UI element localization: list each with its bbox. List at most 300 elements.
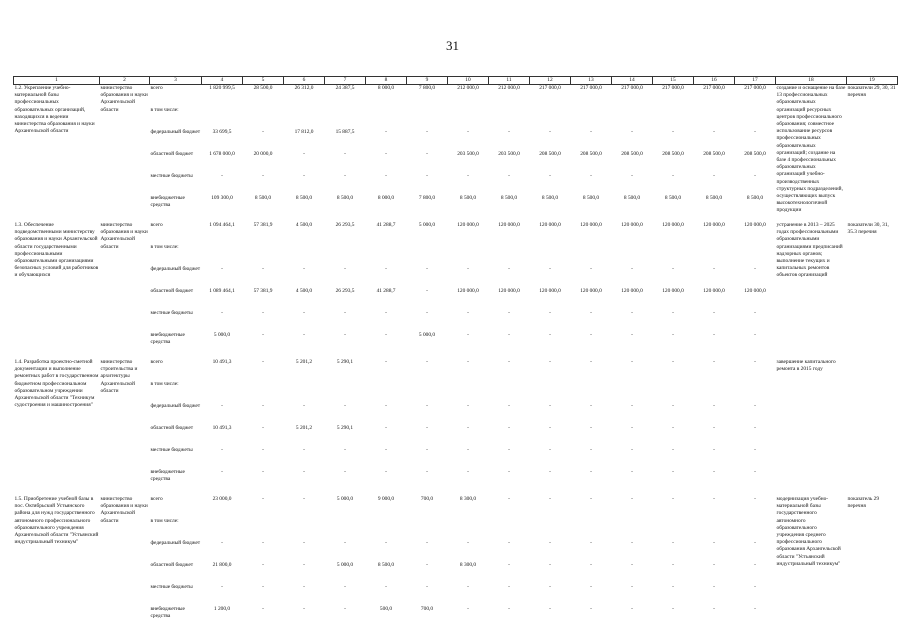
value-cell — [284, 381, 325, 403]
value-cell: 26 312,0 — [294, 85, 314, 91]
value-cell: 120 000,0 — [621, 288, 643, 294]
value-cell: - — [590, 266, 592, 272]
source-label: областной бюджет — [150, 425, 194, 431]
column-header: 6 — [284, 77, 325, 85]
value-cell: - — [672, 584, 674, 590]
value-cell: 8 300,0 — [459, 496, 477, 502]
value-cell — [530, 244, 571, 266]
value-cell: 23 000,0 — [212, 496, 232, 502]
value-cell — [407, 244, 448, 266]
row-name: 1.5. Приобретение учебной базы в пос. Октябрьский Устьянского района для нужд государственного автономного профессионального образовательного учреждения Архангельской области "Устьянский индустриальный техникум" — [14, 496, 99, 546]
value-cell: - — [344, 332, 346, 338]
executor: министерство образования и науки Архангельской области — [100, 496, 148, 524]
value-cell: - — [262, 266, 264, 272]
value-cell: - — [508, 359, 510, 365]
value-cell — [243, 381, 284, 403]
value-cell: - — [303, 562, 305, 568]
value-cell — [735, 107, 776, 129]
value-cell: 208 500,0 — [580, 151, 602, 157]
value-cell: - — [590, 425, 592, 431]
value-cell: - — [672, 496, 674, 502]
column-header: 7 — [325, 77, 366, 85]
value-cell: - — [426, 288, 428, 294]
value-cell: - — [631, 359, 633, 365]
value-cell: - — [467, 447, 469, 453]
value-cell: - — [262, 425, 264, 431]
source-label: внебюджетные средства — [150, 606, 185, 620]
value-cell: - — [631, 584, 633, 590]
value-cell: 8 500,0 — [500, 195, 518, 201]
value-cell: - — [549, 584, 551, 590]
value-cell: - — [631, 425, 633, 431]
value-cell: - — [754, 310, 756, 316]
value-cell: - — [221, 173, 223, 179]
value-cell: 10 491,3 — [212, 359, 232, 365]
value-cell — [735, 244, 776, 266]
value-cell: - — [713, 266, 715, 272]
value-cell: - — [590, 584, 592, 590]
value-cell: - — [672, 606, 674, 612]
column-header: 15 — [653, 77, 694, 85]
value-cell: - — [549, 129, 551, 135]
value-cell: 120 000,0 — [744, 288, 766, 294]
value-cell: 500,0 — [379, 606, 393, 612]
value-cell — [571, 244, 612, 266]
value-cell: 212 000,0 — [498, 85, 520, 91]
value-cell: - — [549, 173, 551, 179]
value-cell: 8 500,0 — [664, 195, 682, 201]
value-cell: - — [467, 310, 469, 316]
value-cell: - — [672, 129, 674, 135]
value-cell: - — [508, 129, 510, 135]
value-cell — [325, 381, 366, 403]
value-cell: 8 500,0 — [705, 195, 723, 201]
value-cell — [489, 381, 530, 403]
value-cell: - — [467, 359, 469, 365]
value-cell: - — [426, 151, 428, 157]
value-cell: 33 699,5 — [212, 129, 232, 135]
page-number: 31 — [446, 38, 459, 53]
result-text: создание и оснащение на базе 13 профессиональных образовательных организаций ресурсных центров профессионального образования; совместное использование ресурсов профессиональных образовательных организаций; создание на базе 4 профессиональных образовательных организаций учебно-производственных структурных подразделений, осуществляющих выпуск высокотехнологичной продукции — [776, 85, 846, 214]
value-cell — [489, 244, 530, 266]
indicator-text: показатель 29 перечня — [847, 496, 880, 510]
value-cell — [735, 381, 776, 403]
source-label: всего — [150, 85, 163, 91]
value-cell: - — [221, 310, 223, 316]
value-cell: - — [426, 173, 428, 179]
source-label: федеральный бюджет — [150, 403, 201, 409]
source-label: местные бюджеты — [150, 447, 193, 453]
value-cell: 8 500,0 — [377, 562, 395, 568]
value-cell: 120 000,0 — [580, 222, 602, 228]
value-cell — [202, 244, 243, 266]
value-cell — [489, 107, 530, 129]
value-cell: - — [631, 129, 633, 135]
value-cell: - — [262, 359, 264, 365]
column-header: 3 — [150, 77, 202, 85]
value-cell: - — [467, 469, 469, 475]
value-cell — [325, 518, 366, 540]
source-label: местные бюджеты — [150, 310, 193, 316]
value-cell: 26 293,5 — [335, 288, 355, 294]
value-cell: - — [508, 266, 510, 272]
value-cell: - — [713, 447, 715, 453]
value-cell: - — [713, 496, 715, 502]
value-cell: - — [754, 332, 756, 338]
value-cell: - — [467, 173, 469, 179]
value-cell: - — [590, 310, 592, 316]
value-cell: - — [262, 310, 264, 316]
value-cell: - — [262, 469, 264, 475]
value-cell: - — [221, 447, 223, 453]
value-cell — [366, 107, 407, 129]
value-cell: - — [713, 310, 715, 316]
value-cell: - — [754, 266, 756, 272]
value-cell: 5 000,0 — [336, 496, 354, 502]
value-cell: - — [590, 540, 592, 546]
value-cell: 28 500,0 — [253, 85, 273, 91]
indicator-text: показатели 30, 31, 35.3 перечня — [847, 222, 889, 236]
value-cell — [325, 244, 366, 266]
value-cell: - — [303, 584, 305, 590]
value-cell: - — [590, 606, 592, 612]
value-cell: 1 820 999,5 — [209, 85, 235, 91]
value-cell: - — [303, 310, 305, 316]
value-cell: - — [590, 447, 592, 453]
source-label: в том числе: — [150, 381, 179, 387]
value-cell: - — [262, 562, 264, 568]
value-cell — [612, 107, 653, 129]
value-cell: - — [713, 540, 715, 546]
indicator-text: показатели 29, 30, 31 перечня — [847, 85, 896, 99]
value-cell: - — [754, 359, 756, 365]
column-header: 14 — [612, 77, 653, 85]
value-cell: - — [631, 469, 633, 475]
value-cell: - — [344, 584, 346, 590]
value-cell — [284, 518, 325, 540]
value-cell: - — [713, 562, 715, 568]
value-cell: 217 000,0 — [580, 85, 602, 91]
value-cell: - — [508, 469, 510, 475]
column-header: 1 — [14, 77, 100, 85]
value-cell: - — [467, 584, 469, 590]
value-cell: - — [549, 403, 551, 409]
value-cell: 5 000,0 — [418, 332, 436, 338]
value-cell: - — [713, 173, 715, 179]
value-cell: - — [467, 266, 469, 272]
value-cell — [612, 381, 653, 403]
value-cell: - — [631, 540, 633, 546]
source-label: федеральный бюджет — [150, 540, 201, 546]
value-cell: - — [303, 496, 305, 502]
value-cell: - — [467, 540, 469, 546]
value-cell: 120 000,0 — [498, 288, 520, 294]
value-cell: - — [713, 403, 715, 409]
value-cell: - — [631, 332, 633, 338]
row-name: 1.3. Обеспечение подведомственными министерству образования и науки Архангельской области государственными профессиональными образовательными организациями безопасных условий для работников и обучающихся — [14, 222, 99, 279]
value-cell — [448, 107, 489, 129]
table-row — [14, 359, 898, 381]
value-cell: 8 300,0 — [459, 562, 477, 568]
value-cell: - — [672, 469, 674, 475]
value-cell: - — [385, 151, 387, 157]
value-cell: - — [631, 266, 633, 272]
value-cell: - — [549, 469, 551, 475]
source-label: федеральный бюджет — [150, 129, 201, 135]
value-cell — [694, 107, 735, 129]
source-label: всего — [150, 222, 163, 228]
value-cell: 17 812,0 — [294, 129, 314, 135]
value-cell: 208 500,0 — [703, 151, 725, 157]
value-cell: - — [590, 496, 592, 502]
value-cell — [284, 107, 325, 129]
source-label: местные бюджеты — [150, 173, 193, 179]
value-cell: 120 000,0 — [662, 288, 684, 294]
value-cell: - — [631, 606, 633, 612]
value-cell — [489, 518, 530, 540]
column-header: 13 — [571, 77, 612, 85]
table-row — [14, 85, 898, 108]
value-cell: 120 000,0 — [539, 288, 561, 294]
value-cell: 8 500,0 — [582, 195, 600, 201]
value-cell: 57 381,9 — [253, 222, 273, 228]
value-cell: 700,0 — [420, 606, 434, 612]
value-cell — [407, 518, 448, 540]
value-cell: - — [262, 584, 264, 590]
value-cell: 109 300,0 — [211, 195, 233, 201]
value-cell: - — [631, 447, 633, 453]
value-cell: 217 000,0 — [539, 85, 561, 91]
value-cell: 8 000,0 — [377, 85, 395, 91]
value-cell: - — [508, 584, 510, 590]
source-label: в том числе: — [150, 518, 179, 524]
value-cell: - — [631, 562, 633, 568]
value-cell: 217 000,0 — [703, 85, 725, 91]
value-cell: - — [467, 332, 469, 338]
value-cell — [653, 244, 694, 266]
column-header: 17 — [735, 77, 776, 85]
value-cell: 9 000,0 — [377, 496, 395, 502]
value-cell: - — [590, 562, 592, 568]
value-cell — [694, 518, 735, 540]
value-cell — [407, 107, 448, 129]
table-row — [14, 222, 898, 244]
value-cell: - — [713, 425, 715, 431]
value-cell: - — [672, 173, 674, 179]
value-cell: 120 000,0 — [621, 222, 643, 228]
value-cell: - — [344, 540, 346, 546]
value-cell: - — [590, 469, 592, 475]
value-cell: - — [590, 332, 592, 338]
value-cell: - — [672, 562, 674, 568]
value-cell: - — [303, 540, 305, 546]
value-cell: - — [754, 447, 756, 453]
source-label: всего — [150, 496, 163, 502]
value-cell — [284, 244, 325, 266]
value-cell: 208 500,0 — [744, 151, 766, 157]
value-cell — [366, 244, 407, 266]
value-cell: 5 000,0 — [336, 562, 354, 568]
value-cell: - — [426, 403, 428, 409]
value-cell: - — [508, 173, 510, 179]
value-cell: - — [508, 447, 510, 453]
row-name: 1.2. Укрепление учебно-материальной базы профессиональных образовательных организаций, находящихся в ведении министерства образования и науки Архангельской области — [14, 85, 95, 135]
value-cell: - — [221, 584, 223, 590]
value-cell: - — [385, 266, 387, 272]
value-cell: 41 288,7 — [376, 222, 396, 228]
value-cell — [407, 381, 448, 403]
value-cell: 7 800,0 — [418, 85, 436, 91]
value-cell: 8 500,0 — [459, 195, 477, 201]
source-label: местные бюджеты — [150, 584, 193, 590]
value-cell: - — [426, 584, 428, 590]
value-cell — [243, 518, 284, 540]
table-body — [14, 85, 898, 629]
source-label: всего — [150, 359, 163, 365]
value-cell: - — [549, 359, 551, 365]
value-cell: - — [549, 606, 551, 612]
value-cell: - — [754, 584, 756, 590]
value-cell: - — [426, 562, 428, 568]
value-cell: - — [549, 540, 551, 546]
value-cell — [571, 107, 612, 129]
value-cell: - — [713, 359, 715, 365]
value-cell: - — [672, 266, 674, 272]
value-cell: - — [508, 425, 510, 431]
value-cell: 1 678 000,0 — [209, 151, 235, 157]
value-cell: 57 381,9 — [253, 288, 273, 294]
column-header: 19 — [847, 77, 898, 85]
value-cell — [325, 107, 366, 129]
column-header: 16 — [694, 77, 735, 85]
value-cell: 208 500,0 — [539, 151, 561, 157]
value-cell: - — [672, 425, 674, 431]
value-cell: - — [672, 447, 674, 453]
value-cell: - — [303, 606, 305, 612]
value-cell: 203 500,0 — [457, 151, 479, 157]
value-cell: - — [549, 266, 551, 272]
value-cell: - — [672, 332, 674, 338]
value-cell: 5 201,2 — [295, 359, 313, 365]
source-label: федеральный бюджет — [150, 266, 201, 272]
value-cell: - — [385, 310, 387, 316]
value-cell: 203 500,0 — [498, 151, 520, 157]
value-cell: - — [426, 447, 428, 453]
value-cell: - — [344, 403, 346, 409]
value-cell: - — [303, 403, 305, 409]
value-cell: - — [221, 403, 223, 409]
value-cell: 120 000,0 — [580, 288, 602, 294]
value-cell: - — [221, 266, 223, 272]
value-cell: - — [385, 584, 387, 590]
value-cell: - — [262, 173, 264, 179]
value-cell: - — [549, 332, 551, 338]
value-cell — [448, 381, 489, 403]
source-label: в том числе: — [150, 244, 179, 250]
value-cell: - — [426, 469, 428, 475]
value-cell: - — [344, 469, 346, 475]
value-cell: - — [262, 129, 264, 135]
value-cell: - — [262, 447, 264, 453]
value-cell: - — [549, 447, 551, 453]
value-cell: - — [508, 403, 510, 409]
value-cell: - — [467, 425, 469, 431]
value-cell: 217 000,0 — [621, 85, 643, 91]
value-cell: 120 000,0 — [703, 222, 725, 228]
value-cell — [243, 107, 284, 129]
value-cell — [202, 381, 243, 403]
value-cell — [612, 244, 653, 266]
value-cell: - — [426, 540, 428, 546]
value-cell — [202, 518, 243, 540]
value-cell: 8 500,0 — [254, 195, 272, 201]
source-label: внебюджетные средства — [150, 469, 185, 483]
value-cell: - — [303, 469, 305, 475]
value-cell: 15 887,5 — [335, 129, 355, 135]
value-cell: - — [385, 359, 387, 365]
value-cell: 24 387,5 — [335, 85, 355, 91]
value-cell: - — [631, 173, 633, 179]
value-cell: 5 000,0 — [213, 332, 231, 338]
source-label: внебюджетные средства — [150, 195, 185, 209]
value-cell: 7 800,0 — [418, 195, 436, 201]
value-cell: - — [631, 496, 633, 502]
value-cell: - — [426, 310, 428, 316]
value-cell: - — [672, 310, 674, 316]
result-text: завершение капитального ремонта в 2015 году — [776, 359, 836, 373]
value-cell: - — [713, 332, 715, 338]
value-cell: - — [426, 425, 428, 431]
value-cell: - — [467, 403, 469, 409]
value-cell: - — [385, 173, 387, 179]
value-cell — [694, 244, 735, 266]
value-cell: - — [754, 496, 756, 502]
value-cell — [530, 381, 571, 403]
value-cell: 700,0 — [420, 496, 434, 502]
value-cell — [530, 107, 571, 129]
value-cell — [694, 381, 735, 403]
value-cell: - — [508, 540, 510, 546]
column-header-row — [14, 77, 898, 85]
value-cell: - — [344, 447, 346, 453]
value-cell: 4 500,0 — [295, 288, 313, 294]
value-cell: - — [508, 562, 510, 568]
value-cell: 120 000,0 — [539, 222, 561, 228]
value-cell: - — [713, 469, 715, 475]
value-cell: - — [508, 496, 510, 502]
value-cell: - — [262, 403, 264, 409]
value-cell: 120 000,0 — [744, 222, 766, 228]
value-cell: - — [754, 606, 756, 612]
value-cell: 120 000,0 — [457, 222, 479, 228]
value-cell: 5 201,2 — [295, 425, 313, 431]
table-row — [14, 496, 898, 518]
value-cell: - — [262, 540, 264, 546]
source-label: областной бюджет — [150, 562, 194, 568]
value-cell — [612, 518, 653, 540]
column-header: 11 — [489, 77, 530, 85]
value-cell — [653, 107, 694, 129]
value-cell: - — [262, 606, 264, 612]
value-cell: - — [344, 606, 346, 612]
value-cell — [530, 518, 571, 540]
value-cell — [366, 381, 407, 403]
value-cell: - — [385, 332, 387, 338]
value-cell: - — [672, 403, 674, 409]
source-label: внебюджетные средства — [150, 332, 185, 346]
financing-table — [13, 76, 898, 628]
value-cell: - — [631, 403, 633, 409]
